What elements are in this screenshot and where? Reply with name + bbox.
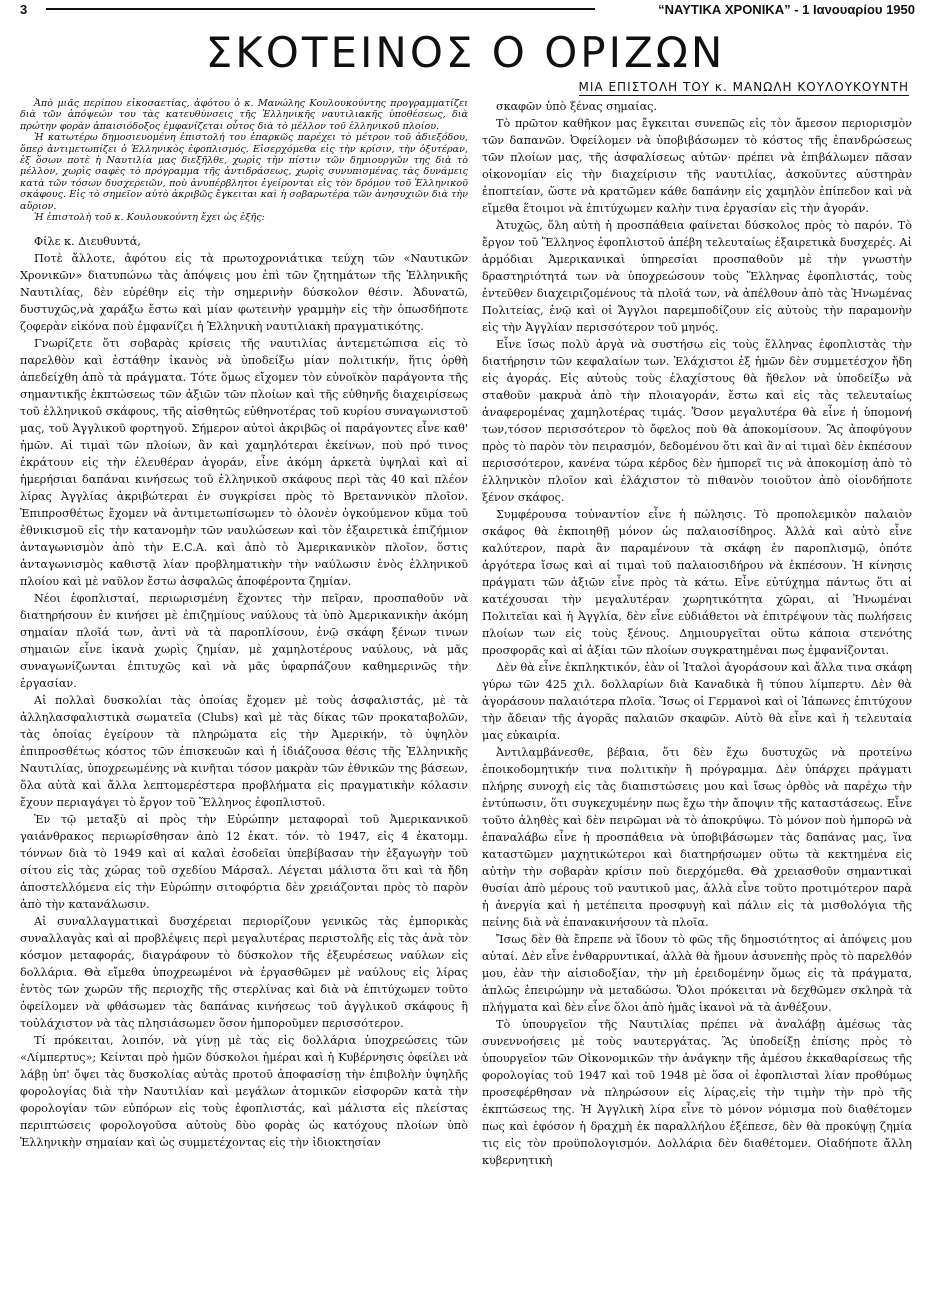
body-paragraph: Αἱ συναλλαγματικαὶ δυσχέρειαι περιορίζουν γενικῶς τὰς ἐμπορικὰς συναλλαγὰς καὶ αἱ προβλέψεις περὶ μεγαλυτέρας περιστολῆς εἰς τὰς ἀνὰ τὸν κόσμον μεταφοράς, διαγράφουν τὸ δύσκολον τῆς ἐξευρέσεως ναύλων εἰς δολλάρια. Θὰ εἴμεθα ὑποχρεωμένοι νὰ ἐργασθῶμεν μὲ ναύλους εἰς λίρας ἐντὸς τῶν χωρῶν τῆς περιοχῆς τῆς στερλίνας καὶ διὰ νὰ ἐπιτύχωμεν τοῦτο ὀφείλομεν νὰ φθάσωμεν τὰς δαπάνας κινήσεως τοῦ ἀγγλικοῦ σκάφους ἢ τοὐλάχιστον νὰ τὰς πλησιάσωμεν ὅσον ἠμποροῦμεν περισσότερον. [20, 915, 468, 1031]
right-column [482, 98, 912, 1169]
header-rule [46, 8, 595, 10]
article-title: ΣΚΟΤΕΙΝΟΣ Ο ΟΡΙΖΩΝ [205, 28, 726, 77]
intro-paragraph: Ἡ ἐπιστολὴ τοῦ κ. Κουλουκούντη ἔχει ὡς ἑξῆς: [34, 212, 265, 224]
intro-paragraph: Ἀπὸ μιᾶς περίπου εἰκοσαετίας, ἀφότου ὁ κ. Μανώλης Κουλουκούντης προγραμματίζει διὰ τῶν ἀπόψεών του τὰς κατευθύνσεις τῆς Ἑλληνικῆς ναυτιλιακῆς ὑποθέσεως, διὰ πρώτην φορὰν ἀπαισιόδοξος ἐμφανίζεται οὗτος διὰ τὸ μέλλον τοῦ ἑλληνικοῦ πλοίου. [20, 98, 468, 132]
body-paragraph: Νέοι ἐφοπλισταί, περιωρισμένη ἔχοντες τὴν πεῖραν, προσπαθοῦν νὰ διατηρήσουν ἐν κινήσει μὲ ἐπιζημίους ναύλους τὰ ὑπὸ Ἀμερικανικὴν ἀκόμη σημαίαν πλοῖά των, ἀντὶ νὰ τὰ παροπλίσουν, ἐνῷ σκάφη ξένων τινων σημαιῶν εἶνε ἱκανὰ χωρὶς ζημίαν, μὲ χαμηλοτέρους ναύλους, νὰ μᾶς συναγωνίζωνται ἐπιτυχῶς καὶ νὰ μᾶς ὑφαρπάζουν καθημερινῶς τὴν ἐργασίαν. [20, 592, 468, 691]
body-paragraph: Ἀντιλαμβάνεσθε, βέβαια, ὅτι δὲν ἔχω δυστυχῶς νὰ προτείνω ἐποικοδομητικήν τινα πολιτικὴν ἢ πρόγραμμα. Δὲν ὑπάρχει πράγματι πλήρης συνοχὴ εἰς τὰς διαπιστώσεις μου καὶ ἴσως ὀρθὸς νὰ παρέχω τὴν ἐντύπωσιν, ὅτι συγκεχυμένην πως ἔχω τὴν ἄποψιν τῆς καταστάσεως. Εἶνε τοῦτο ἀληθὲς καὶ δὲν πειρῶμαι νὰ τὸ ἀποκρύψω. Τὸ μόνον ποὺ ἠμπορῶ νὰ ἐπαναλάβω εἶνε ἡ προσπάθεια νὰ ὑποβιβάσωμεν τὰς δαπάνας μας, ἵνα καταστῶμεν μαχητικώτεροι καὶ διατηρήσωμεν οὕτω τὰ κεκτημένα εἰς αὐτὴν τὴν σοβαρὰν κρίσιν ποὺ διερχόμεθα. Θὰ χρειασθοῦν σημαντικαὶ θυσίαι ἀπὸ μέρους τοῦ ναυτικοῦ μας, ἀλλὰ εἶνε τοῦτο προτιμότερον παρὰ ἡ ἀνεργία καὶ ἡ μετέπειτα προσφυγὴ καὶ πάλιν εἰς τὰ μισθολόγια τῆς πείνης διὰ νὰ ἐπανακινήσουν τὰ πλοῖα. [482, 746, 912, 929]
body-paragraph: Τὸ ὑπουργεῖον τῆς Ναυτιλίας πρέπει νὰ ἀναλάβῃ ἀμέσως τὰς συνεννοήσεις μὲ τοὺς ναυτεργάτας. Ἂς ὑποδείξῃ ἐπίσης πρὸς τὸ ὑπουργεῖον τῶν Οἰκονομικῶν τὴν ἀνάγκην τῆς ἀμέσου ἐκκαθαρίσεως τῆς φορολογίας τοῦ 1947 καὶ τοῦ 1948 μὲ ὅσα οἱ ἐφοπλισταὶ λίαν προθύμως προσεφέρθησαν νὰ πληρώσουν εἰς λίρας,εἰς τὴν τιμὴν τὴν πρὸ τῆς ἐκπτώσεως της. Ἡ Ἀγγλικὴ λίρα εἶνε τὸ μόνον νόμισμα ποὺ διαθέτομεν πως καὶ ἐφόσον ἡ δραχμὴ ἐκ παραλλήλου ἐξέπεσε, δὲν θὰ προκύψῃ ζημία τις εἰς τὸν προϋπολογισμόν. Δολλάρια δὲν διαθέτομεν. Οἱαδήποτε ἄλλη κυβερνητικὴ [482, 1018, 912, 1167]
body-paragraph: Αἱ πολλαὶ δυσκολίαι τὰς ὁποίας ἔχομεν μὲ τοὺς ἀσφαλιστάς, μὲ τὰ ἀλληλασφαλιστικὰ σωματεῖα (Clubs) καὶ μὲ τὰς δίκας τῶν προκαταβολῶν, τὰς ὁποίας ἐγείρουν τὰ πληρώματα εἰς τὴν Ἀμερικήν, τὸ ὑψηλὸν ἐπιπροσθέτως κόστος τῶν ἐπισκευῶν καὶ ἡ ἰδιάζουσα θέσις τῆς Ἑλληνικῆς Ναυτιλίας, ὑποχρεωμένης νὰ κινῆται τόσον μακρὰν τῶν ἐθνικῶν της βάσεων, ὅλα αὐτὰ καὶ ἄλλα λεπτομερέστερα προβλήματα εἰς πραγματικὴν κόλασιν ἔχουν περιαγάγει τὸ ἔργον τοῦ Ἕλληνος ἐφοπλιστοῦ. [20, 694, 468, 810]
editorial-intro [20, 98, 468, 223]
letter-body-right [482, 98, 912, 1169]
body-paragraph: Εἶνε ἴσως πολὺ ἀργὰ νὰ συστήσω εἰς τοὺς ἕλληνας ἐφοπλιστὰς τὴν διατήρησιν τῶν κεφαλαίων των. Ἐλάχιστοι ἐξ ἡμῶν δὲν συμμετέσχον ἤδη εἰς ἀγοράς. Εἰς αὐτοὺς τοὺς ἐλαχίστους θὰ ἤθελον νὰ ὑποδείξω νὰ σταθοῦν μακρυὰ ἀπὸ τὴν πλοιαγοράν, ἔστω καὶ εἰς τὰς τελευταίως ἀναφερομένας χαμηλοτέρας τιμάς. Ὅσον μεγαλυτέρα θὰ εἶνε ἡ ὑπομονή των,τόσον περισσότερον τὸ ὄφελος ποὺ θὰ ἀποκομίσουν. Ἃς ἀποφύγουν πρὸς τὸ παρὸν τὸν πειρασμόν, δεδομένου ὅτι καὶ ἂν αἱ τιμαὶ δὲν ἐκπέσουν περισσότερον, κανένα τώρα κέρδος δὲν ἠμπορεῖ τις νὰ ἀποκομίσῃ ἀπὸ τὸ ἑλληνικὸν πλοῖον καὶ ἐλάχιστον τὸ πιθανὸν τοιοῦτον ἀπὸ οἱονδήποτε ξένον σκάφος. [482, 338, 912, 504]
body-paragraph: Τί πρόκειται, λοιπόν, νὰ γίνῃ μὲ τὰς εἰς δολλάρια ὑποχρεώσεις τῶν «Λίμπερτυς»; Κείνται πρὸ ἡμῶν δύσκολοι ἡμέραι καὶ ἡ Κυβέρνησις ὀφείλει νὰ λάβῃ ὑπ' ὄψει τὰς δυσκολίας αὐτὰς προτοῦ ἀποφασίσῃ τὴν ἐπιβολὴν ὑψηλῆς φορολογίας διὰ τὴν Ναυτιλίαν καὶ μεγάλων ἀτομικῶν εἰσφορῶν κατὰ τὴν φορολογίαν τῶν εὐπόρων εἰς τοὺς ἐφοπλιστάς, καὶ μάλιστα εἰς πλείστας περιπτώσεις φορολογοῦσα αὐτοὺς δὺο φορὰς ὡς κατόχους πλοίων ὑπὸ Ἑλληνικὴν σημαίαν καὶ ὡς συμμετέχοντας εἰς τὴν ἰδιοκτησίαν [20, 1034, 468, 1150]
body-paragraph: Ἀτυχῶς, ὅλη αὐτὴ ἡ προσπάθεια φαίνεται δύσκολος πρὸς τὸ παρόν. Τὸ ἔργον τοῦ Ἕλληνος ἐφοπλιστοῦ ἀπέβη τελευταίως ἐξαιρετικὰ δυσχερές. Αἱ ἁρμόδιαι Ἀμερικανικαὶ ὑπηρεσίαι προσπαθοῦν μὲ τὴν γνωστὴν δραστηριότητά των νὰ ὑποχρεώσουν τοὺς Ἕλληνας ἐφοπλιστάς, τοὺς ἐντεῦθεν διαχειριζομένους τὰ πλοῖά των, νὰ ἀπέλθουν ἀπὸ τὰς Ἡνωμένας Πολιτείας, ἐνῷ καὶ οἱ Ἄγγλοι παρεμποδίζουν εἰς αὐτοὺς τὴν παραμονὴν εἰς τὴν Ἀγγλίαν περισσότερον τοῦ μηνός. [482, 219, 912, 334]
body-paragraph: Τὸ πρῶτον καθῆκον μας ἔγκειται συνεπῶς εἰς τὸν ἄμεσον περιορισμὸν τῶν δαπανῶν. Ὀφείλομεν νὰ ὑποβιβάσωμεν τὸ κόστος τῆς ἐπανδρώσεως τῶν πλοίων μας, τῆς ἀσφαλίσεως αὐτῶν· πρέπει νὰ ἐπιβάλωμεν πᾶσαν οἰκονομίαν εἰς τὴν διαχείρισιν τῆς ναυτιλίας, ἀσκοῦντες αὐστηρὰν ἐποπτείαν, ὥστε νὰ κρατῶμεν κάθε δαπάνην εἰς χαμηλὸν ἐπίπεδον καὶ νὰ εἴμεθα ἕτοιμοι νὰ ἐπιτύχωμεν καλὴν τινα ἐργασίαν εἰς τὴν ἀγοράν. [482, 117, 912, 215]
letter-salutation: Φίλε κ. Διευθυντά, [34, 235, 141, 249]
publication-line: “ΝΑΥΤΙΚΑ ΧΡΟΝΙΚΑ” - 1 Ιανουαρίου 1950 [658, 2, 915, 17]
page-header [20, 0, 915, 18]
body-paragraph: Ποτὲ ἄλλοτε, ἀφότου εἰς τὰ πρωτοχρονιάτικα τεύχη τῶν «Ναυτικῶν Χρονικῶν» διατυπώνω τὰς ἀπόψεις μου ἐπὶ τῶν ζητημάτων τῆς Ἑλληνικῆς Ναυτιλίας, δὲν εὑρέθην εἰς τὴν σημερινὴν δύσκολον θέσιν. Ἀδυνατῶ, δυστυχῶς,νὰ χαράξω ἔστω καὶ μίαν φωτεινὴν γραμμὴν εἰς τὴν ὁπωσδήποτε ζοφερὰν εἰκόνα ποὺ ἐμφανίζει ἡ Ἑλληνικὴ ναυτιλιακὴ πραγματικότης. [20, 252, 468, 334]
body-paragraph: Γνωρίζετε ὅτι σοβαρὰς κρίσεις τῆς ναυτιλίας ἀντεμετώπισα εἰς τὸ παρελθὸν καὶ ἐστάθην ἱκανὸς νὰ ὑποδείξω μίαν πολιτικήν, ἥτις ὀρθὴ ἀπεδείχθη ἀπὸ τὰ πράγματα. Τότε ὅμως εἴχομεν τὸν εὐνοϊκὸν παράγοντα τῆς σημαντικῆς ἐκπτώσεως τῶν ἀξιῶν τῶν πλοίων καὶ τῆς εὐθηνῆς διαχειρίσεως τοῦ ἑλληνικοῦ σκάφους, τῆς αἰσθητῶς εὐθηνοτέρας τοῦ κυρίου συναγωνιστοῦ μας, τοῦ Ἀγγλικοῦ φορτηγοῦ. Σήμερον αὐτοὶ ἀκριβῶς οἱ παράγοντες εἶνε καθ' ἡμῶν. Αἱ τιμαὶ τῶν πλοίων, ἂν καὶ χαμηλότεραι ἐκείνων, ποὺ πρό τινος ἐκράτουν εἰς τὴν ἐλευθέραν ἀγοράν, εἶνε ἀκόμη ἀρκετὰ ὑψηλαὶ καὶ αἱ ἡμερήσιαι δαπάναι κινήσεως τοῦ ἑλληνικοῦ σκάφους περὶ τὰς 40 καὶ πλέον λίρας Ἀγγλίας ἀκριβώτεραι ἐν συγκρίσει πρὸς τὸ Βρεταννικὸν πλοῖον. Ἐπιπροσθέτως ἔχομεν νὰ ἀντιμετωπίσωμεν τὸ ὁλονὲν ὀγκούμενον κῦμα τοῦ ἐθνικισμοῦ εἰς τὴν κατανομὴν τῶν ναυλώσεων καὶ τὸν ἐξαιρετικὰ ἐπιζήμιον ἀνταγωνισμὸν ἀπὸ τὴν E.C.A. καὶ ἀπὸ τὸ Ἀμερικανικὸν πλοῖον, ὅστις ἀνταγωνισμὸς καθιστᾷ λίαν προβληματικὴν τὴν ναύλωσιν ἑνὸς ἑλληνικοῦ πλοίου καὶ μὲ ναῦλον ἔστω ἀσφαλῶς ἀποφέροντα ζημίαν. [20, 337, 468, 589]
body-paragraph: Συμφέρουσα τοὐναντίον εἶνε ἡ πώλησις. Τὸ προπολεμικὸν παλαιὸν σκάφος θὰ ἐκποιηθῇ μόνον ὡς παλαιοσίδηρος. Ἀλλὰ καὶ αὐτὸ εἶνε καλύτερον, παρὰ ἂν παραμένουν τὰ σκάφη ἐν παροπλισμῷ, ὁπότε ἀργότερα ἴσως καὶ αἱ τιμαὶ τοῦ παλαιοσιδήρου νὰ ἐκπέσουν. Ἡ κίνησις πράγματι τῶν ἀξιῶν εἶνε πρὸς τὰ κάτω. Εἶνε εὐτύχημα πάντως ὅτι αἱ κατέχουσαι τὴν μεγαλυτέραν χωρητικότητα χῶραι, αἱ Ἡνωμέναι Πολιτεῖαι καὶ ἡ Ἀγγλία, δὲν εἶνε εὐδιάθετοι νὰ ἐπιτρέψουν τὰς πωλήσεις πλοίων των εἰς τοὺς ξένους. Δημιουργεῖται οὕτω κάποια στενότης προσφορᾶς καὶ αἱ ἀξίαι τῶν πλοίων συγκρατημέναι πως ἐμφανίζονται. [482, 508, 912, 657]
body-paragraph: σκαφῶν ὑπὸ ξένας σημαίας. [496, 100, 658, 113]
letter-body-left [20, 233, 468, 1151]
article-subtitle: ΜΙΑ ΕΠΙΣΤΟΛΗ ΤΟΥ κ. ΜΑΝΩΛΗ ΚΟΥΛΟΥΚΟΥΝΤΗ [578, 80, 909, 94]
page-number: 3 [20, 2, 28, 17]
left-column [20, 98, 468, 1151]
intro-paragraph: Ἡ κατωτέρω δημοσιευομένη ἐπιστολή του ἐπαρκῶς παρέχει τὸ μέτρον τοῦ ἀδιεξόδου, ὅπερ ἀντιμετωπίζει ὁ Ἑλληνικὸς ἐφοπλισμός. Εἰσερχόμεθα εἰς τὴν κρίσιν, τὴν ὀξυτέραν, ἐξ ὅσων ποτὲ ἡ Ναυτιλία μας διεξῆλθε, χωρὶς τὴν πίστιν τῶν δημιουργῶν της διὰ τὸ μέλλον, χωρὶς σαφὲς τὸ πρόγραμμα τῆς ἀντιδράσεως, χωρὶς συνυπισμένας τὰς δυνάμεις κατὰ τῶν τόσων δυσχερειῶν, ποὺ ἀνυπέρβλητοι ἐγείρονται εἰς τὸν δρόμον τοῦ Ἑλληνικοῦ σκάφους. Εἰς τὸ σημεῖον αὐτὸ ἀκριβῶς ἔγκειται καὶ ἡ σοβαρωτέρα τῶν ἀνησυχιῶν διὰ τὴν αὔριον. [20, 132, 468, 212]
body-paragraph: Ἐν τῷ μεταξὺ αἱ πρὸς τὴν Εὐρώπην μεταφοραὶ τοῦ Ἀμερικανικοῦ γαιάνθρακος περιωρίσθησαν ἀπὸ 12 ἑκατ. τόν. τὸ 1947, εἰς 4 ἑκατομμ. τόννων διὰ τὸ 1949 καὶ αἱ καλαὶ ἐσοδεῖαι ὑπεβίβασαν τὴν ἐξαγωγὴν τοῦ σίτου εἰς τὰς χώρας τοῦ σχεδίου Μάρσαλ. Λέγεται μάλιστα ὅτι καὶ τὰ ἤδη ἀποστελλόμενα εἰς τὴν Εὐρώπην σιτοφόρτια δὲν χρειάζονται πρὸς τὸ παρὸν ἀπὸ τὴν κατανάλωσιν. [20, 813, 468, 912]
body-paragraph: Ἴσως δὲν θὰ ἔπρεπε νὰ ἴδουν τὸ φῶς τῆς δημοσιότητος αἱ ἀπόψεις μου αὐταί. Δὲν εἶνε ἐνθαρρυντικαί, ἀλλὰ θὰ ἤμουν ἀσυνεπὴς πρὸς τὸ παρελθόν μου, ἐὰν τὴν αἰσιοδοξίαν, τὴν μὴ ἐρειδομένην ὅμως εἰς τὰ πράγματα, ἁπλῶς ἐπειρώμην νὰ μεταδώσω. Ὅλοι πρόκειται νὰ δεχθῶμεν σκληρὰ τὰ πλήγματα καὶ δὲν εἶνε ὅλοι ἀπὸ ἡμᾶς ἱκανοὶ νὰ τὰ ἀνθέξουν. [482, 933, 912, 1014]
body-paragraph: Δὲν θὰ εἶνε ἐκπληκτικόν, ἐὰν οἱ Ἰταλοὶ ἀγοράσουν καὶ ἄλλα τινα σκάφη γύρω τῶν 425 χιλ. δολλαρίων διὰ Καναδικὰ ἢ τύπου λίμπερτυ. Δὲν θὰ ἀγοράσουν παλαιότερα πλοῖα. Ἴσως οἱ Γερμανοὶ καὶ οἱ Ἰάπωνες ἐπιτύχουν τὴν ἄδειαν τῆς ἀγορᾶς παλαιῶν σκαφῶν. Αὐτὸ θὰ εἶνε καὶ ἡ τελευταία μας εὐκαιρία. [482, 661, 912, 742]
